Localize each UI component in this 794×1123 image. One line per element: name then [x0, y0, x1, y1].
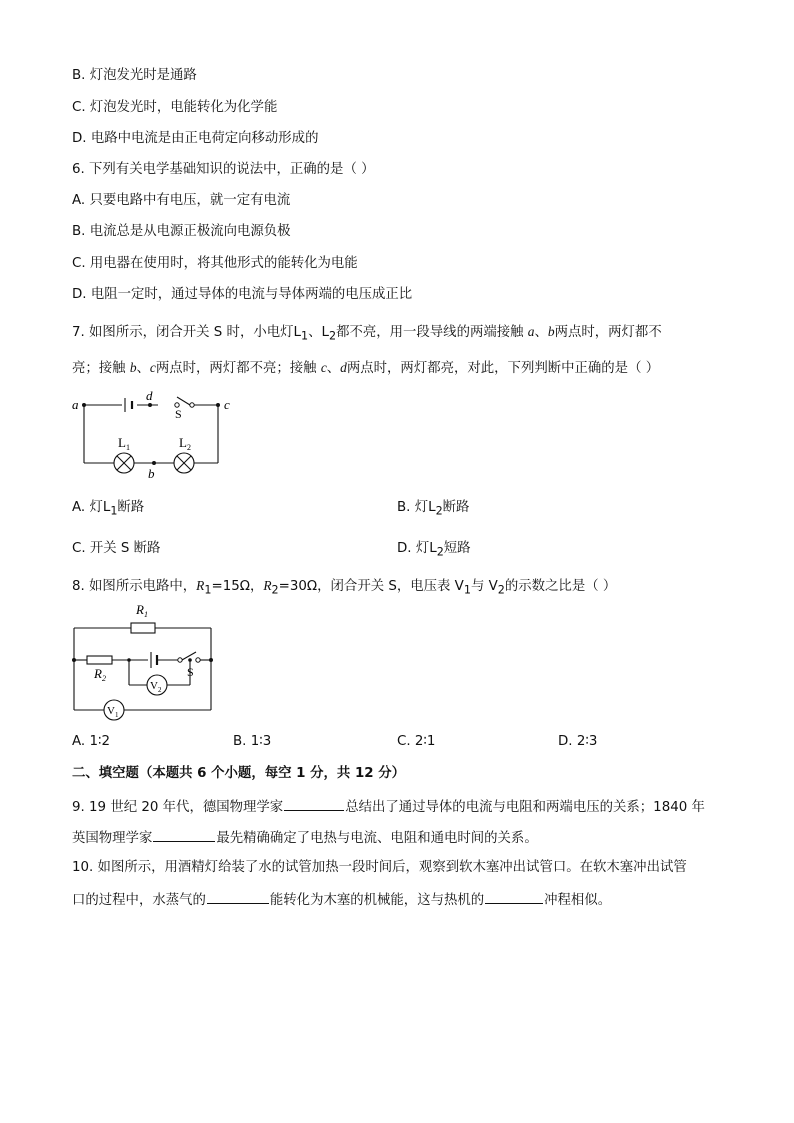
q7-option-a: [72, 498, 144, 522]
fig-label-s: S: [175, 407, 182, 421]
fig-resistor-index: 2: [101, 674, 106, 683]
subscript: 1: [110, 504, 118, 518]
fig-label-v2: [150, 680, 162, 694]
subscript: 2: [436, 545, 444, 559]
subscript: 2: [497, 583, 505, 597]
lamp-symbol: L: [321, 325, 329, 340]
fig-lamp-letter: L: [118, 435, 126, 450]
fig-label-s: S: [187, 665, 194, 679]
subscript: 1: [463, 583, 471, 597]
answer-blank[interactable]: [153, 827, 215, 842]
resistor-symbol: R: [196, 578, 205, 593]
q10-text: 冲程相似。: [544, 893, 612, 908]
q8-option-d: D. 2∶3: [558, 734, 598, 749]
q9-line1: [72, 796, 705, 818]
answer-blank[interactable]: [284, 796, 344, 811]
q6-option-d: D. 电阻一定时，通过导体的电流与导体两端的电压成正比: [72, 287, 413, 302]
q7-stem-text: 亮；接触: [72, 361, 126, 376]
q7-stem-text: 两点时，两灯都不亮；接触: [155, 361, 317, 376]
q5-option-c: C. 灯泡发光时，电能转化为化学能: [72, 100, 278, 115]
q10-text: 口的过程中，水蒸气的: [72, 893, 206, 908]
separator: 、: [326, 361, 341, 376]
fig-lamp-letter: L: [179, 435, 187, 450]
q7-option-d: [397, 539, 471, 563]
q6-option-a: A. 只要电路中有电压，就一定有电流: [72, 193, 291, 208]
fig-label-c: c: [224, 397, 230, 412]
subscript: 1: [204, 583, 212, 597]
option-text: 短路: [443, 541, 471, 556]
q5-option-b: B. 灯泡发光时是通路: [72, 68, 197, 83]
q8-stem: [72, 576, 616, 601]
resistor-symbol: R: [263, 578, 272, 593]
q10-line2: [72, 889, 611, 911]
fig-label-d: d: [146, 388, 153, 403]
q7-stem-text: 两点时，两灯都亮，对此，下列判断中正确的是（ ）: [346, 361, 660, 376]
q7-option-c: C. 开关 S 断路: [72, 541, 161, 556]
point-c: c: [149, 360, 156, 375]
fig-label-v1: [107, 705, 119, 719]
q7-stem-text: 两点时，两灯都不: [554, 325, 662, 340]
fig-label-a: a: [72, 397, 79, 412]
option-text: A. 灯: [72, 500, 103, 515]
point-b: b: [129, 360, 137, 375]
separator: 、: [136, 361, 150, 376]
lamp-symbol: L: [102, 500, 111, 515]
lamp-symbol: L: [429, 541, 437, 556]
q8-stem-text: 的示数之比是（ ）: [504, 579, 617, 594]
option-text: D. 灯: [397, 541, 430, 556]
option-text: B. 灯: [397, 500, 429, 515]
separator: 、: [308, 325, 322, 340]
subscript: 2: [328, 329, 337, 343]
answer-blank[interactable]: [207, 889, 269, 904]
q6-option-c: C. 用电器在使用时，将其他形式的能转化为电能: [72, 256, 358, 271]
q9-text: 最先精确确定了电热与电流、电阻和通电时间的关系。: [216, 831, 538, 846]
fig-label-r1: [135, 602, 148, 619]
q7-stem-line1: [72, 322, 662, 347]
fig-resistor-index: 1: [143, 610, 148, 619]
q8-option-a: A. 1∶2: [72, 734, 110, 749]
answer-blank[interactable]: [485, 889, 543, 904]
option-text: 断路: [117, 500, 145, 515]
point-b: b: [547, 324, 555, 339]
q8-option-b: B. 1∶3: [233, 734, 272, 749]
fig-label-l2: [179, 435, 191, 452]
subscript: 2: [271, 583, 279, 597]
fig-label-b: b: [148, 466, 155, 481]
point-a: a: [527, 324, 535, 339]
q6-option-b: B. 电流总是从电源正极流向电源负极: [72, 224, 291, 239]
q8-stem-text: =15Ω，: [211, 579, 264, 594]
fig-voltmeter-letter: V: [107, 705, 115, 717]
point-c: c: [320, 360, 327, 375]
q5-option-d: D. 电路中电流是由正电荷定向移动形成的: [72, 131, 319, 146]
fig-label-r2: [93, 666, 106, 683]
q9-text: 英国物理学家: [72, 831, 153, 846]
fig-lamp-index: 2: [186, 443, 191, 452]
q7-option-b: [397, 498, 469, 522]
point-d: d: [340, 360, 347, 375]
q7-stem-line2: [72, 358, 659, 379]
q9-text: 总结出了通过导体的电流与电阻和两端电压的关系；1840 年: [345, 800, 705, 815]
fig-voltmeter-index: 1: [114, 711, 119, 719]
q8-option-c: C. 2∶1: [397, 734, 436, 749]
q9-text: 9. 19 世纪 20 年代，德国物理学家: [72, 800, 284, 815]
lamp-symbol: L: [428, 500, 436, 515]
q7-circuit-diagram: [70, 388, 240, 481]
fig-voltmeter-letter: V: [150, 680, 158, 692]
q6-stem: 6. 下列有关电学基础知识的说法中，正确的是（ ）: [72, 162, 375, 177]
fig-label-l1: [118, 435, 130, 452]
q8-stem-text: 与 V: [470, 579, 498, 594]
q8-circuit-diagram: [70, 600, 220, 725]
fig-lamp-index: 1: [125, 443, 130, 452]
section-heading: 二、填空题（本题共 6 个小题，每空 1 分，共 12 分）: [72, 766, 406, 781]
lamp-symbol: L: [293, 325, 301, 340]
fig-voltmeter-index: 2: [157, 686, 162, 694]
q7-stem-text: 7. 如图所示，闭合开关 S 时，小电灯: [72, 325, 294, 340]
option-text: 断路: [442, 500, 470, 515]
fig-resistor-letter: R: [136, 602, 144, 617]
q10-line1: 10. 如图所示，用酒精灯给装了水的试管加热一段时间后，观察到软木塞冲出试管口。在软木塞冲出试管: [72, 860, 687, 875]
q7-stem-text: 都不亮，用一段导线的两端接触: [336, 325, 524, 340]
subscript: 2: [435, 504, 443, 518]
q10-text: 能转化为木塞的机械能，这与热机的: [269, 893, 485, 908]
subscript: 1: [300, 329, 309, 343]
q8-stem-text: 8. 如图所示电路中，: [72, 579, 197, 594]
q9-line2: [72, 827, 538, 849]
fig-resistor-letter: R: [94, 666, 102, 681]
separator: 、: [534, 325, 548, 340]
q8-stem-text: =30Ω，闭合开关 S，电压表 V: [278, 579, 464, 594]
